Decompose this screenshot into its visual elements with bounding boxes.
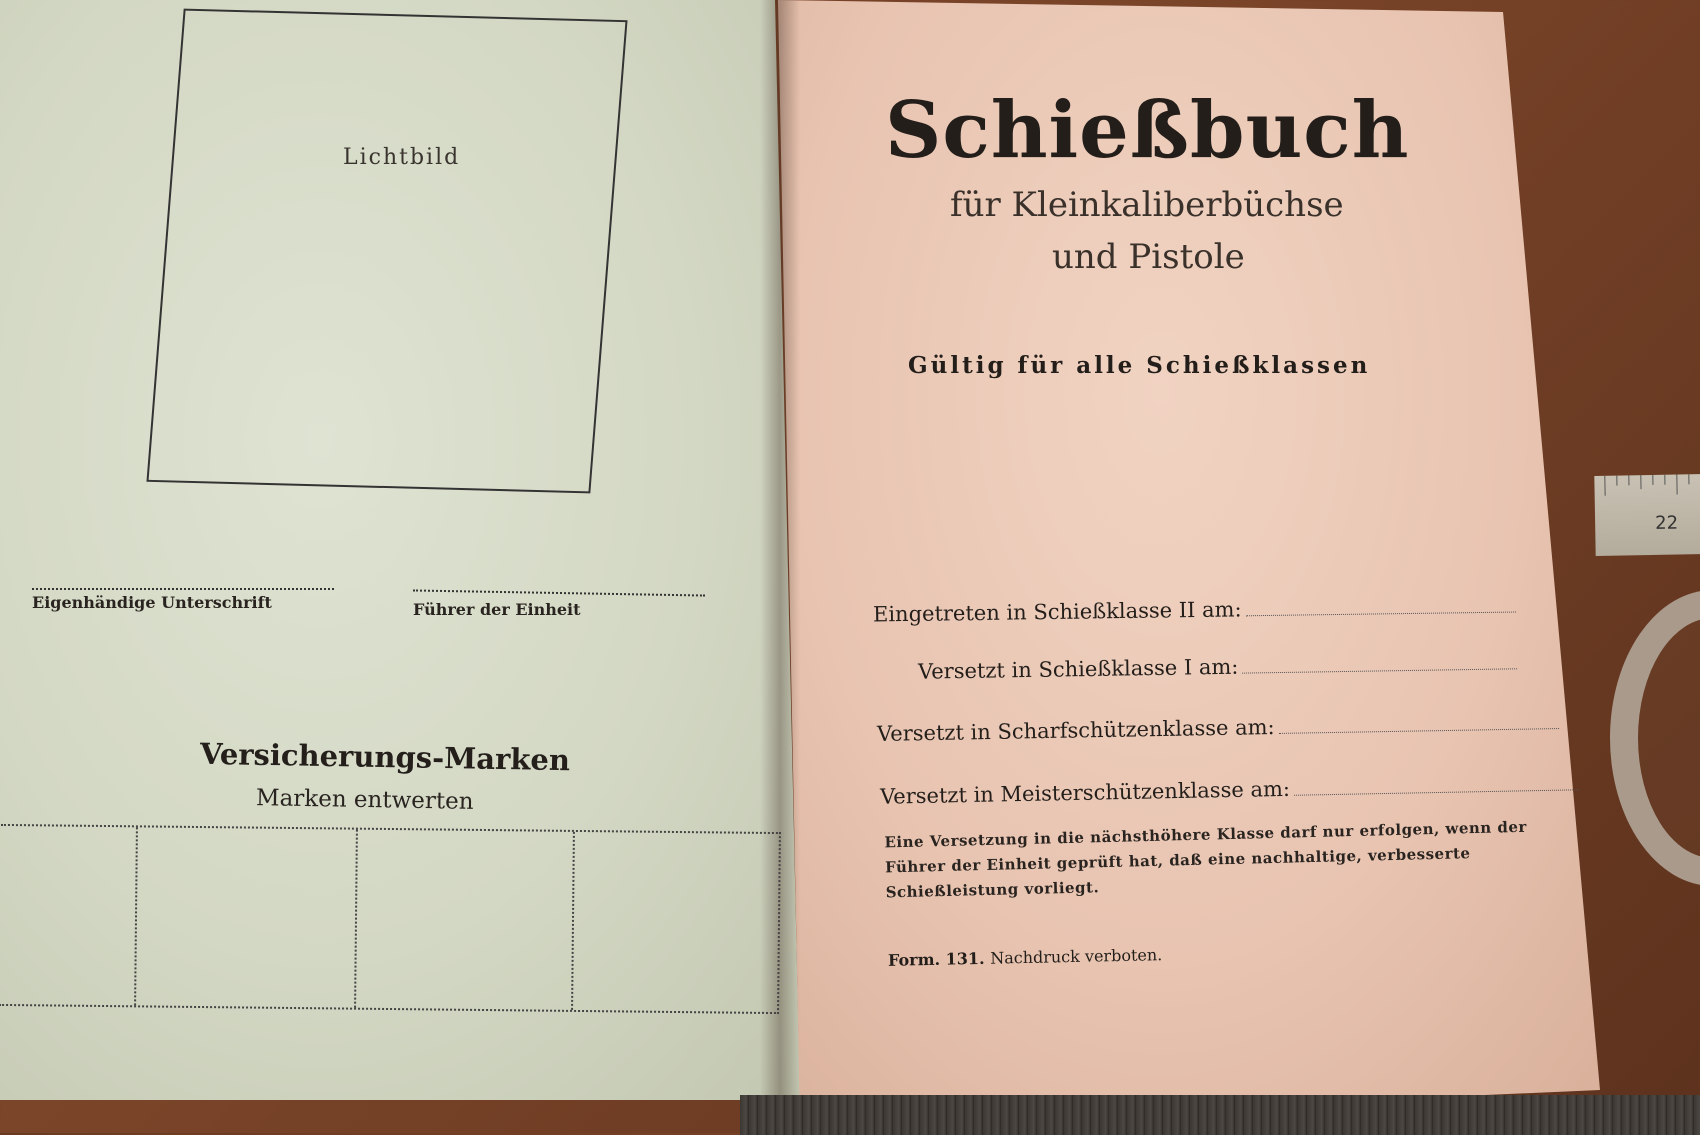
ruler-tick <box>1688 474 1689 484</box>
form-number: Form. 131. <box>887 948 985 970</box>
stamp-cell-divider <box>134 827 138 1005</box>
form-field-blank <box>1294 789 1579 795</box>
insurance-title: Versicherungs-Marken <box>199 736 571 778</box>
book-title: Schießbuch <box>885 85 1410 176</box>
form-field-label: Versetzt in Scharfschützenklasse am: <box>876 715 1275 746</box>
ruler-tick <box>1628 475 1629 485</box>
subtitle-line-2: und Pistole <box>1052 237 1245 277</box>
stamp-cell-divider <box>354 830 358 1008</box>
photo-frame <box>146 9 627 494</box>
form-field-label: Versetzt in Meisterschützenklasse am: <box>879 776 1291 809</box>
ruler-tick <box>1664 475 1665 485</box>
ruler <box>1594 474 1700 556</box>
subtitle-line-1: für Kleinkaliberbüchse <box>950 185 1344 225</box>
magnifier-loupe <box>1610 590 1700 886</box>
promotion-note: Eine Versetzung in die nächsthöhere Klasse darf nur erfolgen, wenn der Führer der Einheit geprüft hat, daß eine nachhaltige, verbesserte Schießleistung vorliegt. <box>884 817 1528 902</box>
insurance-subtitle: Marken entwerten <box>255 785 474 815</box>
ruler-tick <box>1652 475 1653 485</box>
unit-leader-label: Führer der Einheit <box>413 600 581 619</box>
signature-label: Eigenhändige Unterschrift <box>32 593 272 612</box>
ruler-tick <box>1676 475 1677 495</box>
book-bottom-edge <box>740 1095 1700 1135</box>
form-field-label: Versetzt in Schießklasse I am: <box>917 654 1239 684</box>
photo-label: Lichtbild <box>343 145 461 170</box>
form-field-label: Eingetreten in Schießklasse II am: <box>872 597 1242 627</box>
validity-line: Gültig für alle Schießklassen <box>908 352 1371 379</box>
form-field-blank <box>1242 668 1517 673</box>
ruler-tick <box>1616 476 1617 486</box>
form-field-blank <box>1279 728 1559 734</box>
ruler-number: 22 <box>1654 512 1679 534</box>
signature-line <box>32 588 334 590</box>
ruler-tick <box>1604 476 1605 496</box>
form-field-blank <box>1246 612 1516 617</box>
ruler-tick <box>1640 475 1641 489</box>
stamp-grid <box>0 824 781 1014</box>
reprint-notice: Nachdruck verboten. <box>990 945 1163 968</box>
stamp-cell-divider <box>571 832 575 1010</box>
